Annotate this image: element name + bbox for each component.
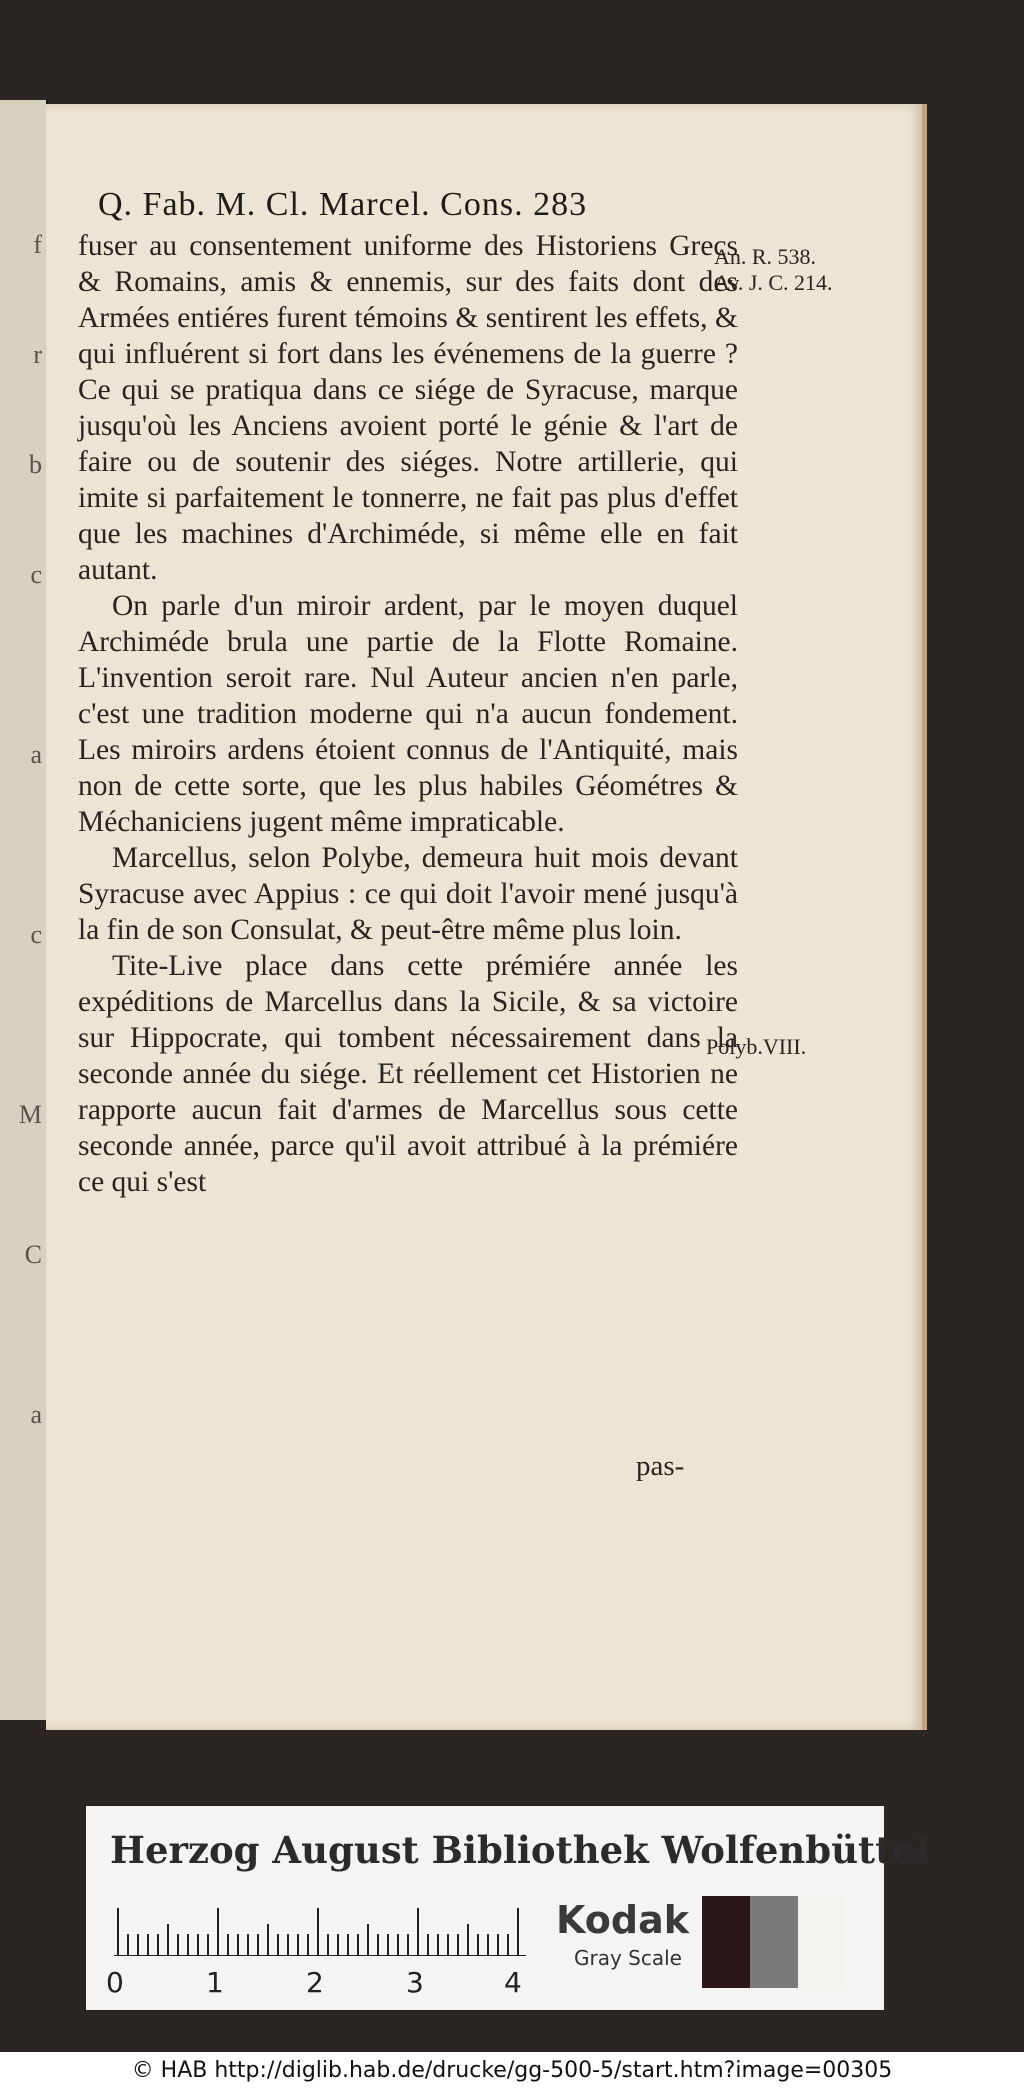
edge-glyph: c (30, 920, 42, 949)
gray-patch-dark (702, 1896, 750, 1988)
adjacent-page-edge (0, 100, 48, 1720)
ruler-number: 4 (504, 1966, 522, 1999)
paragraph: fuser au consentement uniforme des Historiens Grecs & Romains, amis & ennemis, sur des faits dont des Armées entiéres furent témoins & sentirent les effets, & qui influérent si fort dans les événemens de la guerre ? Ce qui se pratiqua dans ce siége de Syracuse, marque jusqu'où les Anciens avoient porté le génie & l'art de faire ou de soutenir des siéges. Notre artillerie, qui imite si parfaitement le tonnerre, ne fait pas plus d'effet que les machines d'Archiméde, si même elle en fait autant. (78, 230, 738, 586)
ruler-number: 3 (406, 1966, 424, 1999)
edge-glyph: a (30, 1400, 42, 1429)
catchword: pas- (636, 1450, 685, 1482)
edge-glyph: b (29, 450, 42, 479)
book-page (46, 104, 927, 1730)
gray-scale-label: Gray Scale (574, 1946, 682, 1970)
margin-note-source: Polyb.VIII. (706, 1034, 807, 1059)
paragraph: On parle d'un miroir ardent, par le moyen duquel Archiméde brula une partie de la Flotte Romaine. L'invention seroit rare. Nul Auteur ancien n'en parle, c'est une tradition moderne qui n'a aucun fondement. Les miroirs ardens étoient connus de l'Antiquité, mais non de cette sorte, que les plus habiles Géométres & Méchaniciens jugent même impraticable. (78, 590, 738, 838)
ruler-number: 0 (106, 1966, 124, 1999)
gray-patch-mid (750, 1896, 798, 1988)
edge-glyph: C (24, 1240, 42, 1269)
ruler-number: 2 (306, 1966, 324, 1999)
ruler-number: 1 (206, 1966, 224, 1999)
paragraph: Marcellus, selon Polybe, demeura huit mois devant Syracuse avec Appius : ce qui doit l'avoir mené jusqu'à la fin de son Consulat, & peut-être même plus loin. (78, 842, 738, 946)
edge-glyph: r (33, 340, 42, 369)
gray-patch-light (798, 1896, 846, 1988)
kodak-logo: Kodak (556, 1898, 689, 1942)
edge-glyph: c (30, 560, 42, 589)
color-calibration-bar (86, 1806, 930, 2010)
edge-glyph: a (30, 740, 42, 769)
paragraph: Tite-Live place dans cette prémiére année les expéditions de Marcellus dans la Sicile, & sa victoire sur Hippocrate, qui tombent nécessairement dans la seconde année du siége. Et réellement cet Historien ne rapporte aucun fait d'armes de Marcellus sous cette seconde année, parce qu'il avoit attribué à la prémiére ce qui s'est (78, 950, 738, 1198)
edge-glyph: f (33, 230, 42, 259)
margin-note-date: An. R. 538. Av. J. C. 214. (714, 244, 833, 295)
ruler-scale (114, 1908, 526, 1956)
edge-glyph: M (18, 1100, 42, 1129)
library-title: Herzog August Bibliothek Wolfenbüttel (110, 1828, 930, 1872)
body-text (78, 228, 738, 1200)
footer-copyright: © HAB http://diglib.hab.de/drucke/gg-500-5/start.htm?image=00305 (0, 2052, 1024, 2089)
running-head: Q. Fab. M. Cl. Marcel. Cons. 283 (98, 186, 588, 223)
